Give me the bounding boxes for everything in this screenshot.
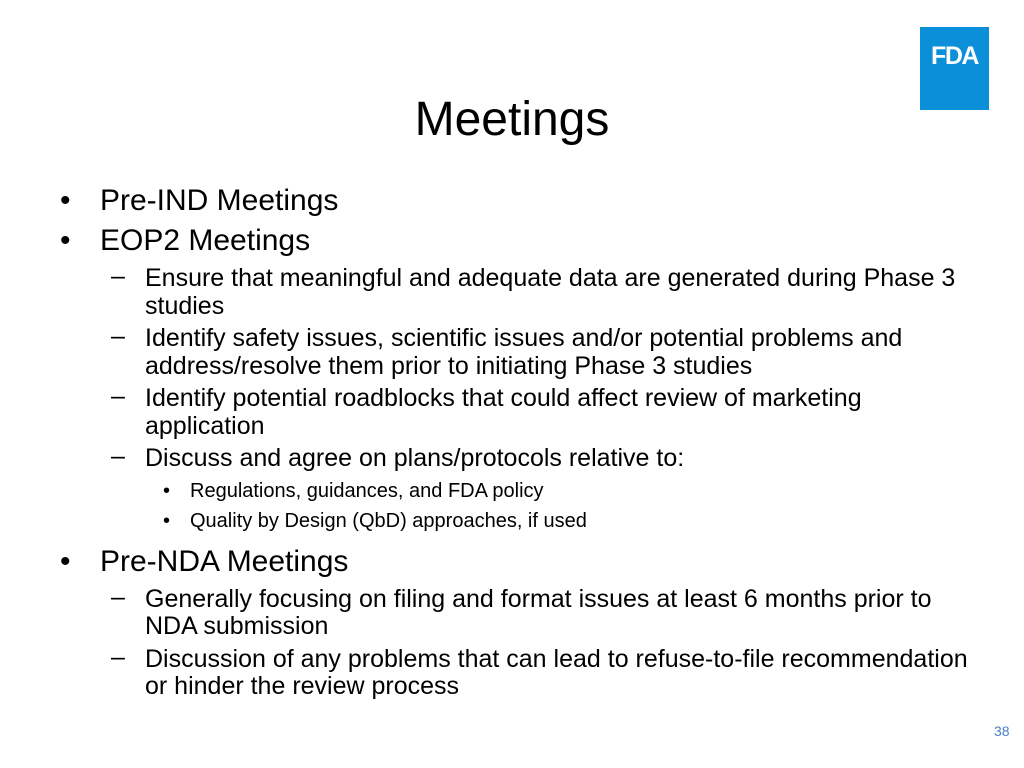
sub-bullet-item bbox=[60, 442, 980, 473]
sub-sub-bullet-text: Quality by Design (QbD) approaches, if used bbox=[190, 509, 587, 532]
sub-bullet-item bbox=[60, 582, 980, 641]
slide-title: Meetings bbox=[414, 93, 610, 146]
bullet-text: Pre-NDA Meetings bbox=[100, 544, 349, 578]
sub-sub-bullet-text: Regulations, guidances, and FDA policy bbox=[190, 479, 544, 502]
sub-bullet-item bbox=[60, 642, 980, 701]
sub-bullet-item bbox=[60, 382, 980, 440]
sub-bullet-text: Ensure that meaningful and adequate data are generated during Phase 3 studies bbox=[145, 264, 956, 320]
bullet-item bbox=[60, 543, 980, 581]
sub-bullet-text: Discuss and agree on plans/protocols relative to: bbox=[145, 444, 685, 472]
bullet-list bbox=[60, 180, 980, 701]
dash-icon: – bbox=[111, 262, 125, 290]
sub-bullet-text: Identify potential roadblocks that could affect review of marketing application bbox=[145, 384, 862, 440]
bullet-item bbox=[60, 222, 980, 260]
fda-logo-text: FDA bbox=[931, 42, 978, 70]
dash-icon: – bbox=[111, 642, 125, 671]
dash-icon: – bbox=[111, 322, 125, 350]
bullet-dot-icon: • bbox=[60, 224, 71, 257]
bullet-dot-icon: • bbox=[163, 509, 171, 532]
bullet-dot-icon: • bbox=[163, 479, 171, 502]
dash-icon: – bbox=[111, 582, 125, 611]
bullet-item bbox=[60, 182, 980, 220]
sub-bullet-item bbox=[60, 322, 980, 380]
sub-bullet-item bbox=[60, 262, 980, 320]
dash-icon: – bbox=[111, 442, 125, 470]
bullet-dot-icon: • bbox=[60, 544, 71, 578]
dash-icon: – bbox=[111, 382, 125, 410]
bullet-text: Pre-IND Meetings bbox=[100, 184, 339, 217]
page-number: 38 bbox=[994, 723, 1010, 739]
sub-bullet-text: Generally focusing on filing and format issues at least 6 months prior to NDA submission bbox=[145, 584, 932, 640]
sub-bullet-text: Discussion of any problems that can lead to refuse-to-file recommendation or hinder the review process bbox=[145, 644, 968, 700]
bullet-dot-icon: • bbox=[60, 184, 71, 217]
sub-sub-bullet-item bbox=[60, 509, 980, 533]
sub-bullet-text: Identify safety issues, scientific issues and/or potential problems and address/resolve them prior to initiating Phase 3 studies bbox=[145, 324, 903, 380]
bullet-text: EOP2 Meetings bbox=[100, 224, 311, 257]
sub-sub-bullet-item bbox=[60, 479, 980, 503]
